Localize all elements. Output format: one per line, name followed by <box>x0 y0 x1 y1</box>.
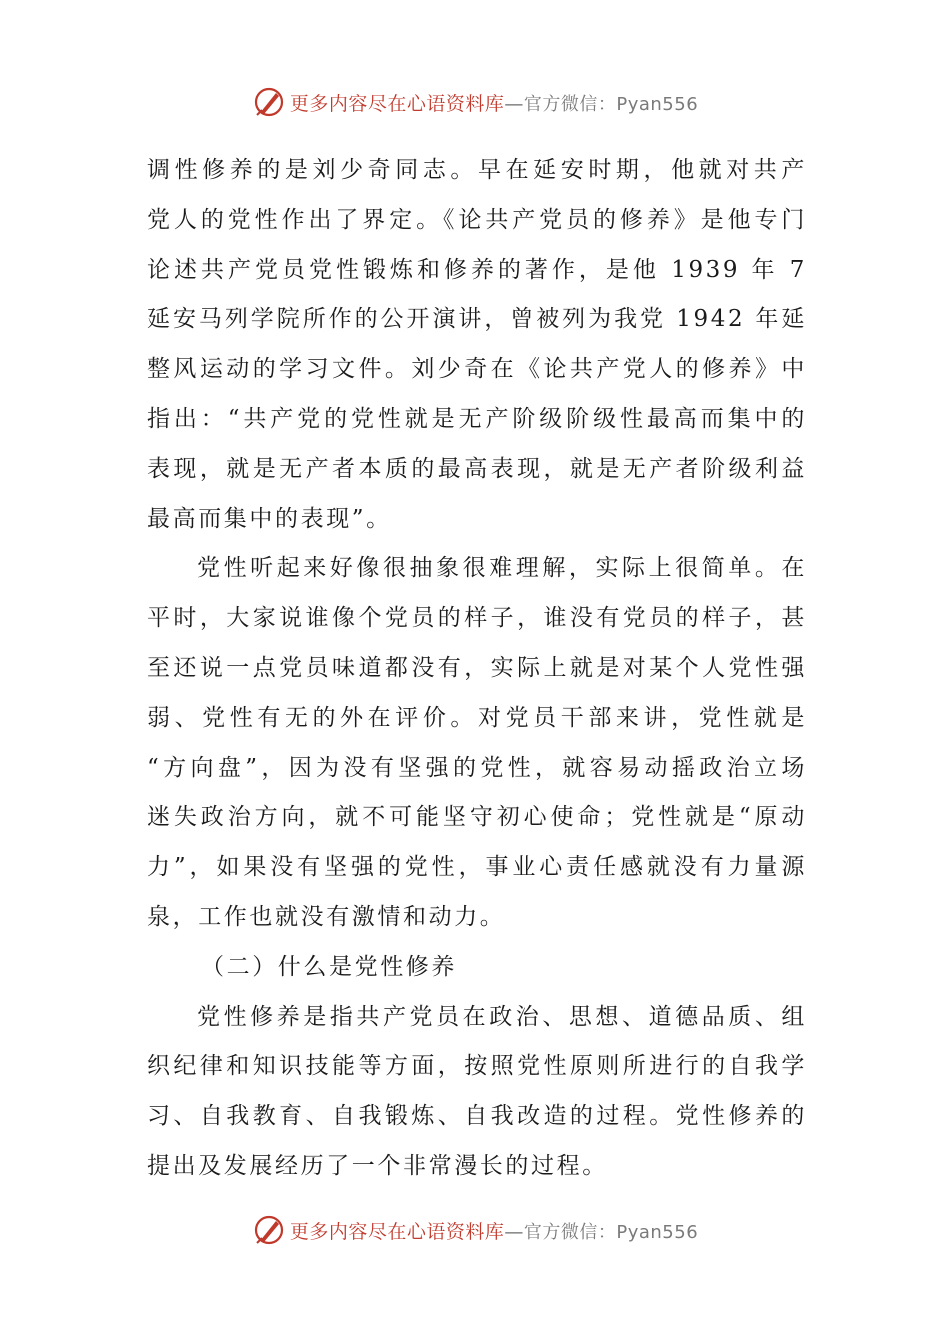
watermark-site: 更多内容尽在心语资料库 <box>289 1220 505 1243</box>
text-line: 整风运动的学习文件。刘少奇在《论共产党人的修养》中 <box>147 356 807 383</box>
watermark-wechat: 官方微信：Pyan556 <box>523 1221 699 1243</box>
text-line: 力”，如果没有坚强的党性，事业心责任感就没有力量源 <box>147 854 807 881</box>
text-line: 指出：“共产党的党性就是无产阶级阶级性最高而集中的 <box>147 405 807 432</box>
text-line: 迷失政治方向，就不可能坚守初心使命；党性就是“原动 <box>147 804 807 831</box>
watermark-site: 更多内容尽在心语资料库 <box>289 92 505 115</box>
paragraph-start-line: 党性修养是指共产党员在政治、思想、道德品质、组 <box>197 1003 807 1030</box>
text-line: 延安马列学院所作的公开演讲，曾被列为我党 1942 年延 <box>147 306 807 333</box>
watermark-text <box>290 1217 698 1244</box>
text-line: 论述共产党员党性锻炼和修养的著作，是他 1939 年 7 <box>147 256 807 283</box>
text-line: 提出及发展经历了一个非常漫长的过程。 <box>147 1152 608 1179</box>
text-line: 泉，工作也就没有激情和动力。 <box>147 903 506 930</box>
text-line: 织纪律和知识技能等方面，按照党性原则所进行的自我学 <box>147 1053 807 1080</box>
text-line: 调性修养的是刘少奇同志。早在延安时期，他就对共产 <box>147 157 807 183</box>
text-line: 最高而集中的表现”。 <box>147 505 392 532</box>
quill-pen-logo-icon <box>252 85 286 119</box>
watermark-dash: — <box>504 1220 524 1243</box>
text-line: 弱、党性有无的外在评价。对党员干部来讲，党性就是 <box>147 704 807 731</box>
text-line: 平时，大家说谁像个党员的样子，谁没有党员的样子，甚 <box>147 605 807 632</box>
footer-watermark <box>0 1210 950 1250</box>
text-line: “方向盘”，因为没有坚强的党性，就容易动摇政治立场 <box>147 754 807 781</box>
watermark-wechat: 官方微信：Pyan556 <box>523 93 699 115</box>
header-watermark <box>0 82 950 122</box>
quill-pen-logo-icon <box>252 1213 286 1247</box>
paragraph-start-line: 党性听起来好像很抽象很难理解，实际上很简单。在 <box>197 555 807 582</box>
document-body <box>147 146 807 1192</box>
text-line: 表现，就是无产者本质的最高表现，就是无产者阶级利益 <box>147 455 807 482</box>
watermark-dash: — <box>504 92 524 115</box>
text-line: 习、自我教育、自我锻炼、自我改造的过程。党性修养的 <box>147 1103 807 1130</box>
text-line: 党人的党性作出了界定。《论共产党员的修养》是他专门 <box>147 206 807 233</box>
section-heading: （二）什么是党性修养 <box>201 953 457 980</box>
watermark-text <box>290 89 698 116</box>
text-line: 至还说一点党员味道都没有，实际上就是对某个人党性强 <box>147 654 807 681</box>
